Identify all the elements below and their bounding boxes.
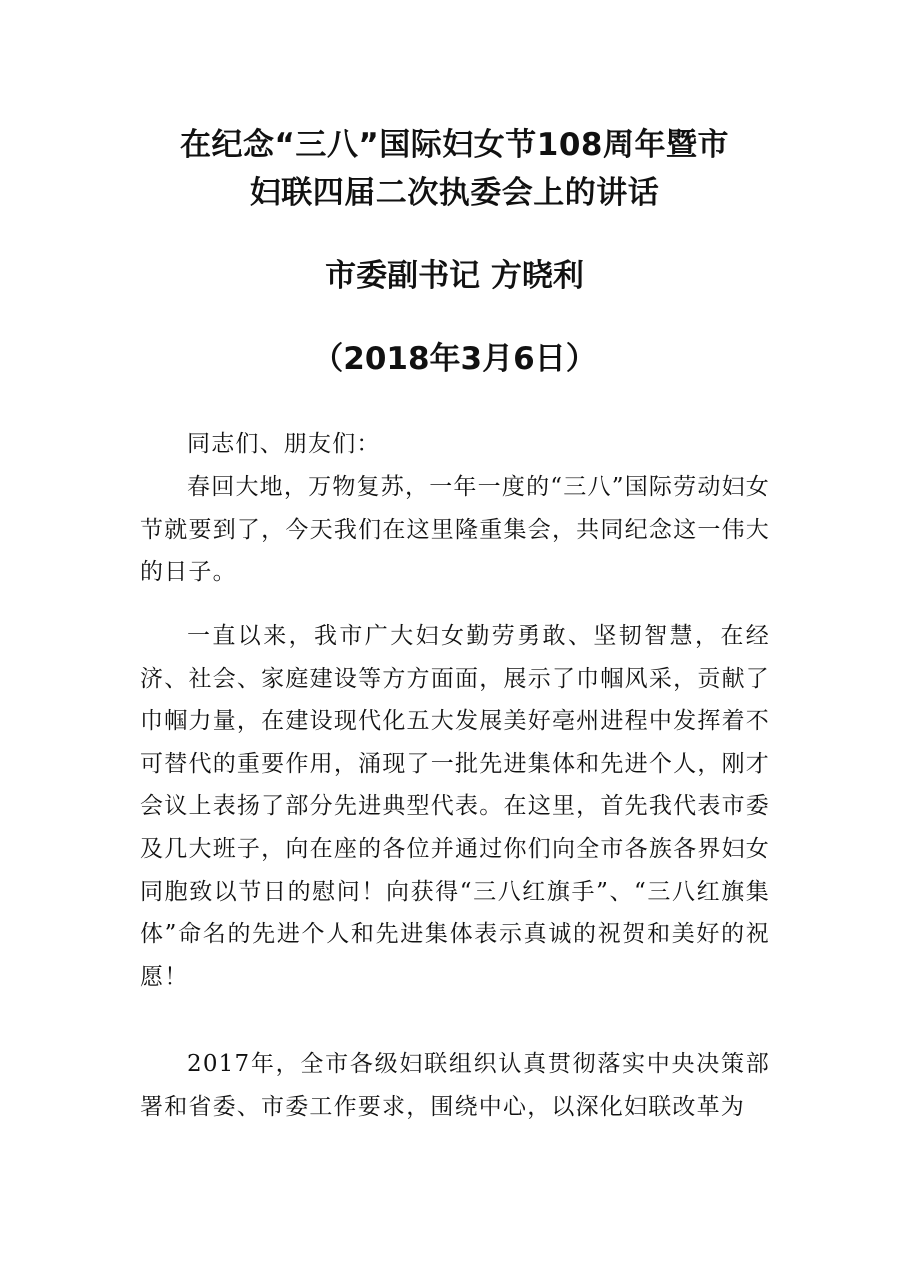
author-line: 市委副书记 方晓利: [325, 258, 584, 294]
paragraph-1: 春回大地，万物复苏，一年一度的“三八”国际劳动妇女节就要到了，今天我们在这里隆重集会，共同纪念这一伟大的日子。: [140, 474, 770, 586]
paragraph-3: 2017年，全市各级妇联组织认真贯彻落实中央决策部署和省委、市委工作要求，围绕中心，以深化妇联改革为: [140, 1051, 770, 1120]
document-title-line-2: 妇联四届二次执委会上的讲话: [249, 175, 660, 211]
date-line: （2018年3月6日）: [312, 341, 597, 377]
paragraph-2: 一直以来，我市广大妇女勤劳勇敢、坚韧智慧，在经济、社会、家庭建设等方方面面，展示了巾帼风采，贡献了巾帼力量，在建设现代化五大发展美好亳州进程中发挥着不可替代的重要作用，涌现了一批先进集体和先进个人，刚才会议上表扬了部分先进典型代表。在这里，首先我代表市委及几大班子，向在座的各位并通过你们向全市各族各界妇女同胞致以节日的慰问！向获得“三八红旗手”、“三八红旗集体”命名的先进个人和先进集体表示真诚的祝贺和美好的祝愿！: [140, 623, 770, 990]
document-title-line-1: 在纪念“三八”国际妇女节108周年暨市: [180, 127, 729, 163]
salutation: 同志们、朋友们：: [187, 431, 381, 457]
